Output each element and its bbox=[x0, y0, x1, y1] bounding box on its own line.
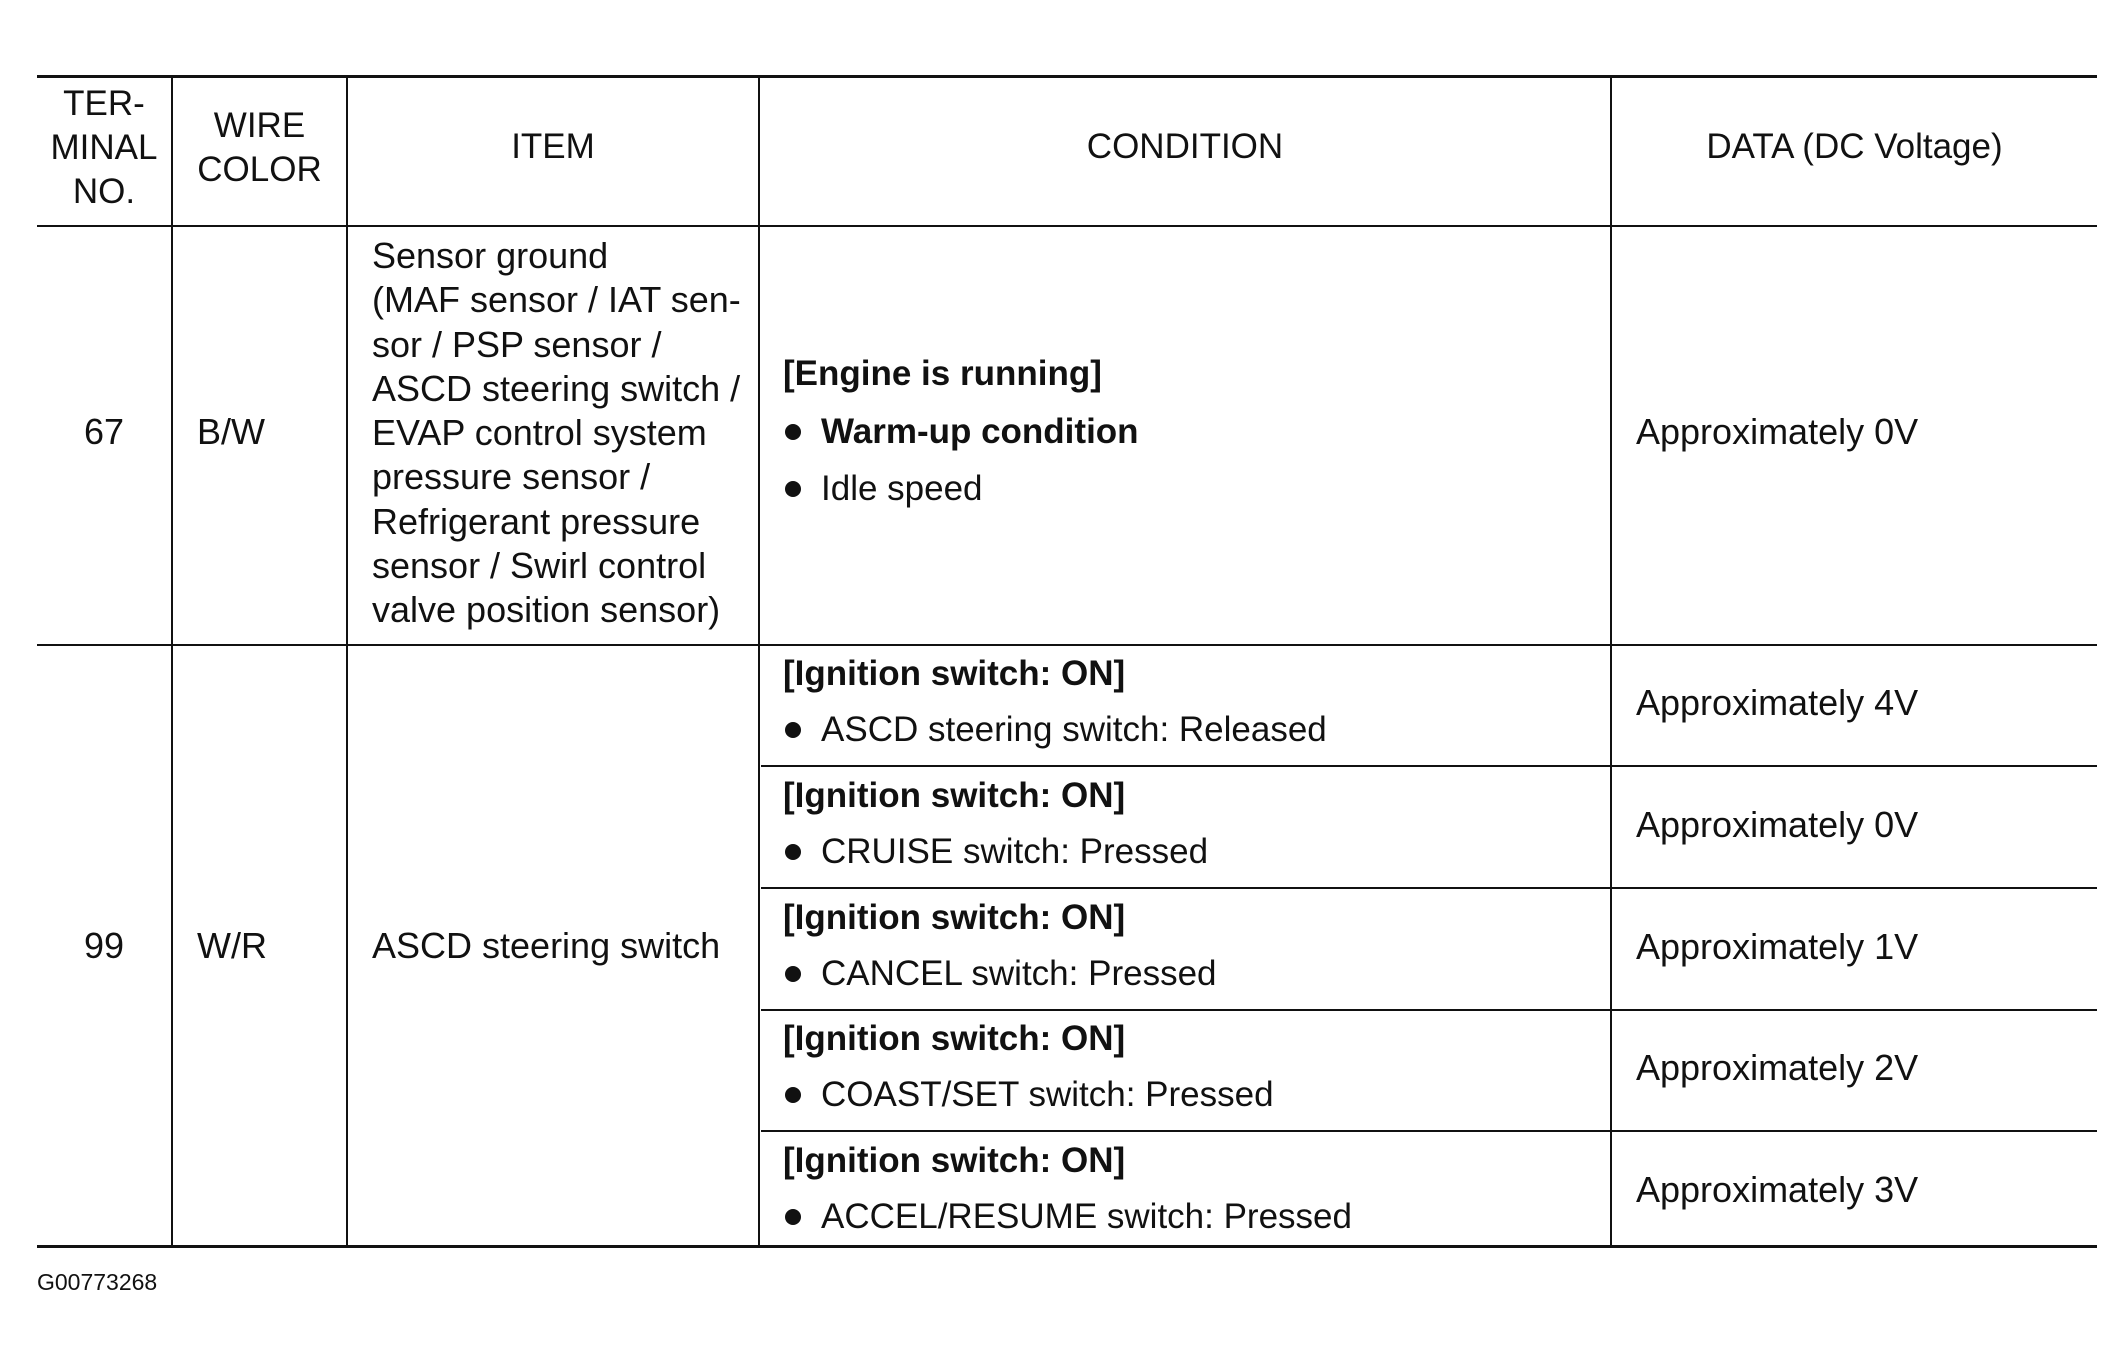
wire-color: B/W bbox=[197, 411, 265, 452]
condition-bullet bbox=[783, 1073, 1274, 1117]
header-data: DATA (DC Voltage) bbox=[1706, 127, 2003, 166]
wire-color: W/R bbox=[197, 925, 267, 966]
header-wire-color: WIRE COLOR bbox=[197, 106, 322, 189]
subrow-divider bbox=[761, 1009, 2097, 1011]
column-divider bbox=[171, 77, 173, 1247]
condition-bullet-text: Idle speed bbox=[821, 469, 983, 508]
bullet-icon bbox=[785, 481, 801, 497]
condition-bullet bbox=[783, 830, 1208, 874]
condition-bullet-text: CANCEL switch: Pressed bbox=[821, 954, 1217, 993]
bullet-icon bbox=[785, 966, 801, 982]
item-description: ASCD steering switch bbox=[372, 925, 721, 966]
condition-title: [Ignition switch: ON] bbox=[783, 654, 1126, 693]
bullet-icon bbox=[785, 1209, 801, 1225]
condition-title: [Ignition switch: ON] bbox=[783, 1019, 1126, 1058]
condition-bullet-text: ASCD steering switch: Released bbox=[821, 710, 1327, 749]
condition-bullet-text: CRUISE switch: Pressed bbox=[821, 832, 1209, 871]
condition-bullet-text: Warm-up condition bbox=[821, 412, 1139, 451]
data-value: Approximately 1V bbox=[1636, 926, 1919, 967]
condition-title: [Ignition switch: ON] bbox=[783, 776, 1126, 815]
condition-title: [Ignition switch: ON] bbox=[783, 1141, 1126, 1180]
condition-bullet bbox=[783, 1195, 1352, 1239]
subrow-divider bbox=[761, 765, 2097, 767]
condition-bullet-text: ACCEL/RESUME switch: Pressed bbox=[821, 1197, 1352, 1236]
subrow-divider bbox=[761, 1130, 2097, 1132]
condition-block bbox=[783, 774, 1208, 874]
condition-block bbox=[783, 1139, 1352, 1239]
data-value: Approximately 0V bbox=[1636, 804, 1919, 845]
bullet-icon bbox=[785, 722, 801, 738]
data-value: Approximately 4V bbox=[1636, 682, 1919, 723]
header-terminal-no: TER- MINAL NO. bbox=[50, 84, 158, 211]
bullet-icon bbox=[785, 1087, 801, 1103]
header-condition: CONDITION bbox=[1086, 127, 1284, 166]
terminal-number: 67 bbox=[83, 411, 125, 452]
condition-title: [Engine is running] bbox=[783, 354, 1102, 393]
header-item: ITEM bbox=[511, 127, 595, 166]
column-divider bbox=[1610, 77, 1612, 1247]
subrow-divider bbox=[761, 887, 2097, 889]
column-divider bbox=[758, 77, 760, 1247]
condition-bullet bbox=[783, 952, 1217, 996]
data-value: Approximately 3V bbox=[1636, 1169, 1919, 1210]
condition-block bbox=[783, 896, 1217, 996]
bullet-icon bbox=[785, 424, 801, 440]
bullet-icon bbox=[785, 844, 801, 860]
condition-bullet bbox=[783, 467, 1139, 511]
condition-bullet bbox=[783, 410, 1139, 454]
terminal-number: 99 bbox=[83, 925, 125, 966]
column-divider bbox=[346, 77, 348, 1247]
item-description: Sensor ground (MAF sensor / IAT sen- sor / PSP sensor / ASCD steering switch / EVAP control system pressure sensor / Refrigerant pressure sensor / Swirl control valve position sensor) bbox=[372, 235, 741, 631]
condition-block bbox=[783, 652, 1327, 752]
figure-id: G00773268 bbox=[37, 1269, 158, 1295]
condition-bullet-text: COAST/SET switch: Pressed bbox=[821, 1075, 1274, 1114]
data-value: Approximately 2V bbox=[1636, 1047, 1919, 1088]
condition-title: [Ignition switch: ON] bbox=[783, 898, 1126, 937]
condition-block bbox=[783, 352, 1139, 511]
condition-bullet bbox=[783, 708, 1327, 752]
condition-block bbox=[783, 1017, 1274, 1117]
data-value: Approximately 0V bbox=[1636, 411, 1919, 452]
